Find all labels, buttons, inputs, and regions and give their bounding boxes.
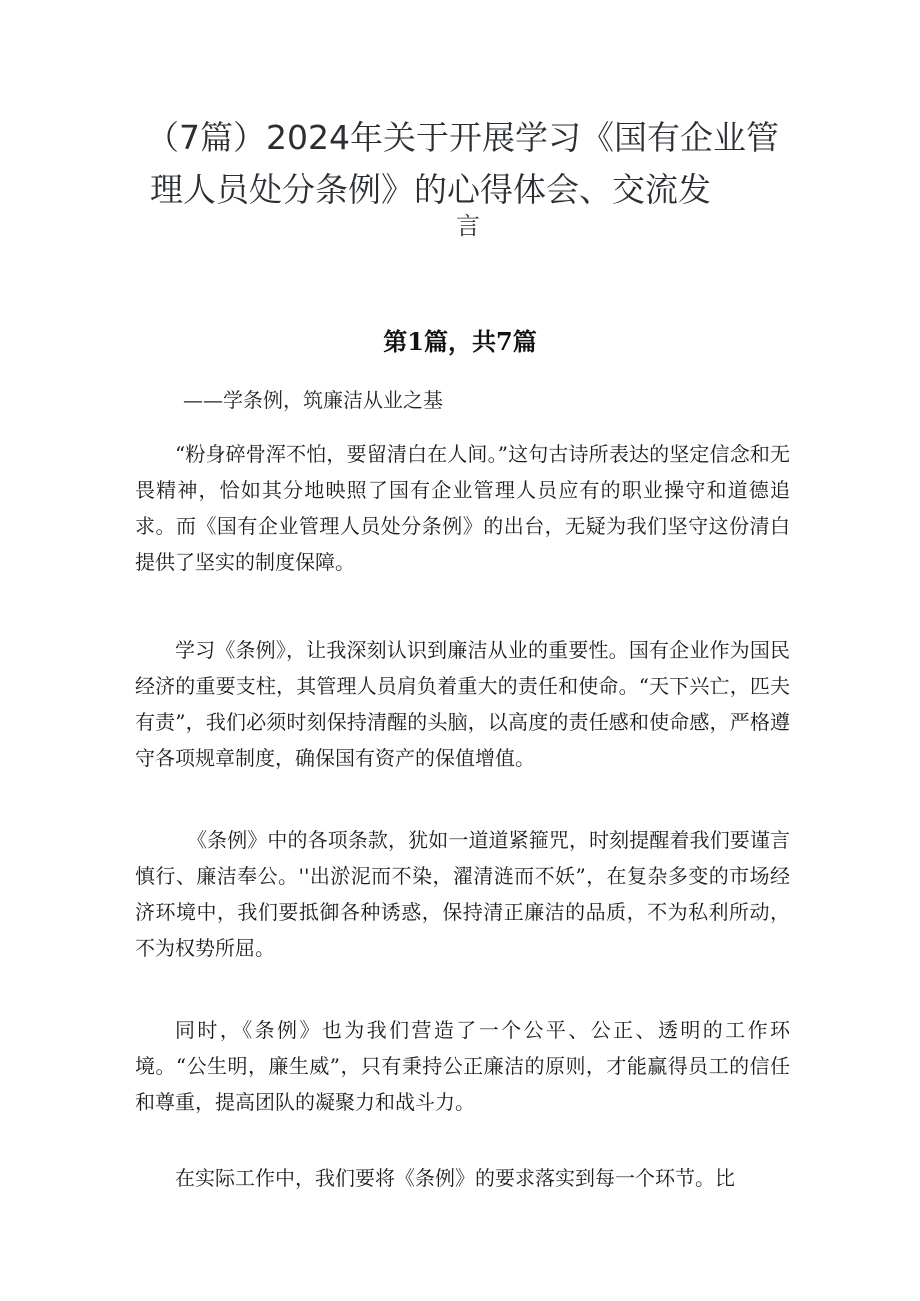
title-line-1: （7篇）2024年关于开展学习《国有企业管 [146, 118, 779, 157]
document-title [146, 112, 806, 240]
section-heading: 第1篇，共7篇 [383, 327, 537, 356]
paragraph: “粉身碎骨浑不怕，要留清白在人间。”这句古诗所表达的坚定信念和无畏精神，恰如其分地映照了国有企业管理人员应有的职业操守和道德追求。而《国有企业管理人员处分条例》的出台，无疑为我们坚守这份清白提供了坚实的制度保障。 [135, 442, 790, 574]
title-line-2: 理人员处分条例》的心得体会、交流发 [150, 170, 711, 209]
paragraph: 在实际工作中，我们要将《条例》的要求落实到每一个环节。比 [175, 1166, 735, 1190]
section-subtitle: ——学条例，筑廉洁从业之基 [183, 388, 443, 412]
title-line-3: 言 [456, 212, 480, 240]
paragraph: 学习《条例》，让我深刻认识到廉洁从业的重要性。国有企业作为国民经济的重要支柱，其管理人员肩负着重大的责任和使命。“天下兴亡，匹夫有责”，我们必须时刻保持清醒的头脑，以高度的责任感和使命感，严格遵守各项规章制度，确保国有资产的保值增值。 [135, 638, 790, 770]
paragraph: 《条例》中的各项条款，犹如一道道紧箍咒，时刻提醒着我们要谨言慎行、廉洁奉公。''出淤泥而不染，濯清涟而不妖”，在复杂多变的市场经济环境中，我们要抵御各种诱惑，保持清正廉洁的品质，不为私利所动，不为权势所屈。 [135, 828, 790, 960]
paragraph: 同时，《条例》也为我们营造了一个公平、公正、透明的工作环境。“公生明，廉生威”，只有秉持公正廉洁的原则，才能赢得员工的信任和尊重，提高团队的凝聚力和战斗力。 [135, 1018, 790, 1114]
